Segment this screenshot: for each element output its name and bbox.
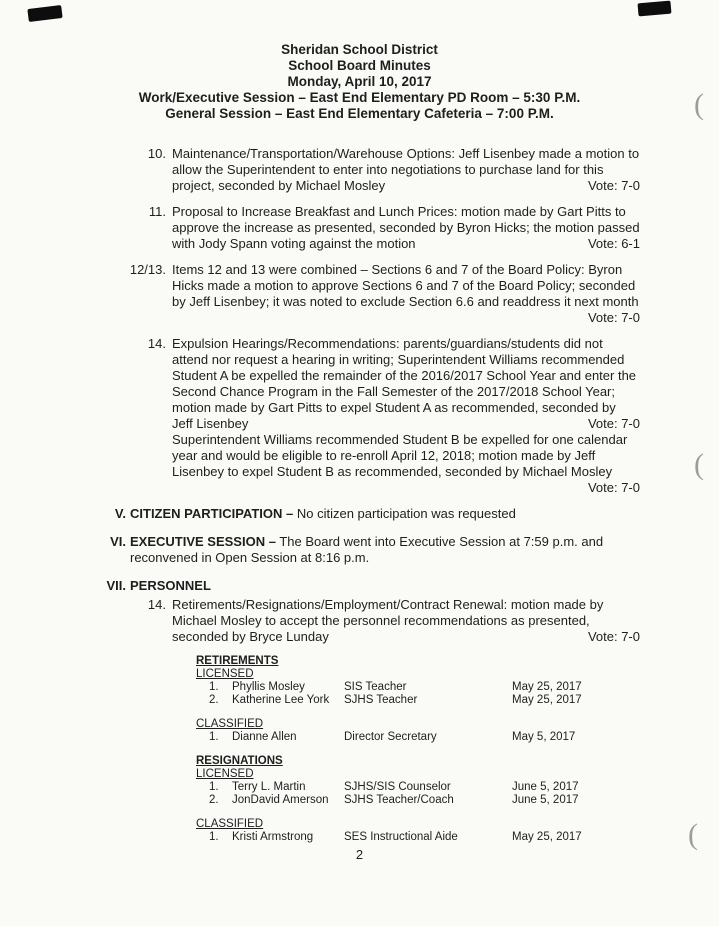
row-number: 1. [209, 681, 219, 693]
row-number: 2. [209, 794, 219, 806]
table-row [209, 794, 640, 807]
minute-item-11 [100, 204, 640, 252]
item-text: Expulsion Hearings/Recommendations: parents/guardians/students did not attend nor request a hearing in writing; Superintendent Williams recommended Student A be expelled the remainder of the 2016/2017 School Year and enter the Second Chance Program in the Fall Semester of the 2017/2018 School Year; motion made by Gart Pitts to expel Student A as recommended, seconded by Jeff Lisenbey [172, 336, 637, 431]
work-session-line: Work/Executive Session – East End Elementary PD Room – 5:30 P.M. [138, 90, 581, 105]
employee-position: SJHS Teacher [344, 694, 418, 706]
document-title: School Board Minutes [288, 58, 431, 73]
section-numeral: VII. [106, 578, 126, 593]
minute-item-10 [100, 146, 640, 194]
employee-name: Dianne Allen [232, 731, 297, 743]
item-text: Proposal to Increase Breakfast and Lunch Prices: motion made by Gart Pitts to approve the increase as presented, seconded by Byron Hicks; the motion passed with Jody Spann voting against the motion [172, 204, 640, 251]
section-text: No citizen participation was requested [296, 506, 516, 521]
vote-result: Vote: 6-1 [587, 236, 640, 251]
employee-name: JonDavid Amerson [232, 794, 329, 806]
item-paragraph-2 [172, 432, 640, 496]
item-number: 10. [147, 146, 166, 161]
row-number: 1. [209, 731, 219, 743]
section-title: PERSONNEL [130, 578, 211, 593]
item-body [172, 336, 640, 496]
section-numeral: V. [114, 506, 126, 521]
section-executive-session [100, 534, 640, 566]
scan-artifact-paren-3: ( [688, 818, 698, 851]
item-number: 12/13. [129, 262, 166, 277]
item-number: 11. [148, 204, 166, 219]
effective-date: June 5, 2017 [512, 781, 579, 793]
vote-result: Vote: 7-0 [587, 629, 640, 644]
resignations-classified-group [196, 818, 640, 844]
classified-heading: CLASSIFIED [196, 818, 264, 830]
vote-result: Vote: 7-0 [587, 416, 640, 431]
section-personnel [100, 578, 640, 594]
district-name: Sheridan School District [281, 42, 438, 57]
resignations-heading: RESIGNATIONS [196, 755, 283, 767]
resignations-section [196, 755, 640, 844]
table-row [209, 681, 640, 694]
employee-position: SES Instructional Aide [344, 831, 458, 843]
table-row [209, 731, 640, 744]
retirements-classified-group [196, 718, 640, 744]
item-number: 14. [147, 597, 166, 612]
employee-name: Terry L. Martin [232, 781, 306, 793]
minute-item-14 [100, 336, 640, 496]
section-body [130, 534, 640, 566]
retirements-licensed-group [196, 668, 640, 707]
vote-result: Vote: 7-0 [587, 480, 640, 495]
section-citizen-participation [100, 506, 640, 522]
item-number: 14. [147, 336, 166, 351]
document-body [100, 146, 640, 844]
scan-artifact-paren-1: ( [694, 88, 704, 121]
page-number: 2 [355, 847, 364, 862]
item-text: Retirements/Resignations/Employment/Contract Renewal: motion made by Michael Mosley to accept the personnel recommendations as presented, seconded by Bryce Lunday [172, 597, 604, 644]
employee-position: SJHS Teacher/Coach [344, 794, 454, 806]
minute-item-12-13 [100, 262, 640, 326]
licensed-heading: LICENSED [196, 668, 254, 680]
vote-result: Vote: 7-0 [587, 310, 640, 325]
item-body [172, 262, 640, 326]
table-row [209, 831, 640, 844]
vote-result: Vote: 7-0 [587, 178, 640, 193]
table-row [209, 781, 640, 794]
item-body [172, 146, 640, 194]
row-number: 2. [209, 694, 219, 706]
employee-position: SIS Teacher [344, 681, 407, 693]
scan-artifact-paren-2: ( [694, 448, 704, 481]
retirements-section [196, 655, 640, 744]
section-body [130, 506, 640, 522]
minute-item-personnel-14 [100, 597, 640, 645]
section-numeral: VI. [110, 534, 126, 549]
effective-date: May 25, 2017 [512, 681, 582, 693]
retirements-heading: RETIREMENTS [196, 655, 279, 667]
row-number: 1. [209, 831, 219, 843]
employee-name: Katherine Lee York [232, 694, 330, 706]
licensed-heading: LICENSED [196, 768, 254, 780]
general-session-line: General Session – East End Elementary Cafeteria – 7:00 P.M. [165, 106, 554, 121]
item-text: Superintendent Williams recommended Student B be expelled for one calendar year and would be eligible to re-enroll April 12, 2018; motion made by Jeff Lisenbey to expel Student B as recommended, seconded by Michael Mosley [172, 432, 628, 479]
effective-date: June 5, 2017 [512, 794, 579, 806]
section-title: EXECUTIVE SESSION – [130, 534, 276, 549]
personnel-table [196, 655, 640, 844]
item-body [172, 204, 640, 252]
document-header [0, 0, 719, 122]
classified-heading: CLASSIFIED [196, 718, 264, 730]
employee-name: Kristi Armstrong [232, 831, 314, 843]
employee-name: Phyllis Mosley [232, 681, 305, 693]
section-title: CITIZEN PARTICIPATION – [130, 506, 294, 521]
employee-position: Director Secretary [344, 731, 437, 743]
item-text: Maintenance/Transportation/Warehouse Options: Jeff Lisenbey made a motion to allow the Superintendent to enter into negotiations to purchase land for this project, seconded by Michael Mosley [172, 146, 640, 193]
employee-position: SJHS/SIS Counselor [344, 781, 451, 793]
item-text: Items 12 and 13 were combined – Sections 6 and 7 of the Board Policy: Byron Hicks made a motion to approve Sections 6 and 7 of the Board Policy; seconded by Jeff Lisenbey; it was noted to exclude Section 6.6 and readdress it next month [172, 262, 639, 309]
effective-date: May 5, 2017 [512, 731, 576, 743]
item-paragraph-1 [172, 336, 640, 432]
row-number: 1. [209, 781, 219, 793]
meeting-date: Monday, April 10, 2017 [287, 74, 432, 89]
resignations-licensed-group [196, 768, 640, 807]
effective-date: May 25, 2017 [512, 694, 582, 706]
table-row [209, 694, 640, 707]
effective-date: May 25, 2017 [512, 831, 582, 843]
section-body [130, 578, 640, 594]
section-text: The Board went into Executive Session at 7:59 p.m. and reconvened in Open Session at 8:16 p.m. [130, 534, 604, 565]
item-body [172, 597, 640, 645]
